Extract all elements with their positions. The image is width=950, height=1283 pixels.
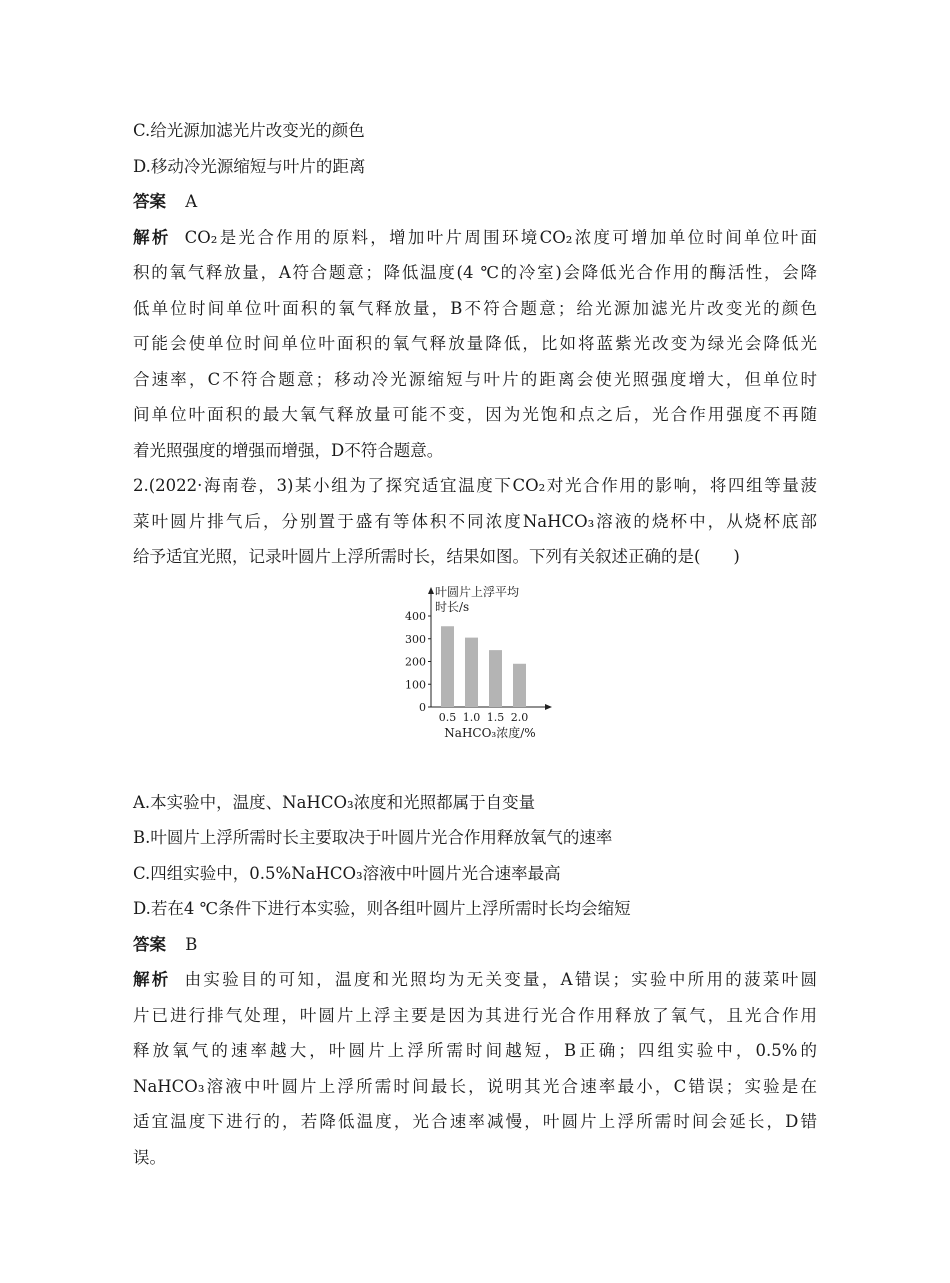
q1-answer-label: 答案 (133, 192, 166, 211)
q1-analysis-line-6: 着光照强度的增强而增强，D不符合题意。 (133, 440, 444, 460)
y-tick-label: 100 (405, 677, 426, 691)
q2-stem-line-1: 菜叶圆片排气后，分别置于盛有等体积不同浓度NaHCO₃溶液的烧杯中，从烧杯底部 (133, 511, 817, 531)
q1-analysis-line-4: 合速率，C不符合题意；移动冷光源缩短与叶片的距离会使光照强度增大，但单位时 (133, 369, 817, 389)
document-page (133, 113, 817, 1175)
q2-option-b: B.叶圆片上浮所需时长主要取决于叶圆片光合作用释放氧气的速率 (133, 828, 613, 847)
bar (441, 626, 454, 707)
y-axis-label-line-2: 时长/s (435, 599, 470, 614)
q2-analysis-line-2: 释放氧气的速率越大，叶圆片上浮所需时间越短，B正确；四组实验中，0.5%的 (133, 1041, 817, 1060)
q2-option-c: C.四组实验中，0.5%NaHCO₃溶液中叶圆片光合速率最高 (133, 863, 561, 883)
y-tick-label: 400 (405, 609, 426, 623)
q2-analysis-line-0 (133, 962, 817, 998)
q1-answer-value: A (185, 192, 198, 211)
q2-answer (133, 927, 817, 963)
y-tick-label: 0 (419, 700, 426, 714)
q1-answer (133, 184, 817, 220)
q2-analysis-label: 解析 (133, 970, 171, 989)
q2-option-d: D.若在4 ℃条件下进行本实验，则各组叶圆片上浮所需时长均会缩短 (133, 899, 631, 918)
y-tick-label: 200 (405, 655, 426, 668)
bar (513, 663, 526, 706)
x-tick-label: 2.0 (510, 710, 529, 724)
q1-analysis-line-5: 间单位叶面积的最大氧气释放量可能不变，因为光饱和点之后，光合作用强度不再随 (133, 405, 817, 424)
q2-analysis-text: 由实验目的可知，温度和光照均为无关变量，A错误；实验中所用的菠菜叶圆 (184, 970, 817, 989)
bar-chart (395, 583, 575, 743)
bar (465, 637, 478, 706)
x-axis-arrow (545, 704, 552, 710)
q2-analysis-line-4: 适宜温度下进行的，若降低温度，光合速率减慢，叶圆片上浮所需时间会延长，D错 (133, 1112, 817, 1131)
q1-option-d: D.移动冷光源缩短与叶片的距离 (133, 156, 366, 176)
q2-analysis-line-5: 误。 (133, 1147, 166, 1167)
q2-answer-value: B (185, 934, 198, 954)
q1-analysis-line-1: 积的氧气释放量，A符合题意；降低温度(4 ℃的冷室)会降低光合作用的酶活性，会降 (133, 263, 817, 282)
q2-analysis-line-1: 片已进行排气处理，叶圆片上浮主要是因为其进行光合作用释放了氧气，且光合作用 (133, 1005, 817, 1025)
y-axis-label-line-1: 叶圆片上浮平均 (435, 584, 520, 599)
q1-analysis-line-3: 可能会使单位时间单位叶面积的氧气释放量降低，比如将蓝紫光改变为绿光会降低光 (133, 334, 817, 353)
y-tick-label: 300 (405, 632, 426, 646)
q1-analysis-text: CO₂是光合作用的原料，增加叶片周围环境CO₂浓度可增加单位时间单位叶面 (184, 227, 817, 247)
q2-stem-line-0: 2.(2022·海南卷，3)某小组为了探究适宜温度下CO₂对光合作用的影响，将四组等量菠 (133, 476, 817, 495)
bar-chart-container (133, 575, 817, 785)
q1-analysis-label: 解析 (133, 227, 171, 247)
q2-option-a: A.本实验中，温度、NaHCO₃浓度和光照都属于自变量 (133, 792, 536, 812)
q2-stem-line-2: 给予适宜光照，记录叶圆片上浮所需时长，结果如图。下列有关叙述正确的是( ) (133, 547, 740, 566)
bar (489, 650, 502, 707)
x-tick-label: 1.0 (462, 710, 481, 724)
q1-analysis-line-2: 低单位时间单位叶面积的氧气释放量，B不符合题意；给光源加滤光片改变光的颜色 (133, 298, 817, 318)
x-tick-label: 0.5 (438, 710, 457, 724)
y-axis-arrow (428, 587, 434, 594)
q2-analysis-line-3: NaHCO₃溶液中叶圆片上浮所需时间最长，说明其光合速率最小，C错误；实验是在 (133, 1076, 817, 1096)
q1-option-c: C.给光源加滤光片改变光的颜色 (133, 121, 365, 140)
q2-answer-label: 答案 (133, 934, 166, 954)
x-tick-label: 1.5 (486, 710, 505, 724)
x-axis-label: NaHCO₃浓度/% (444, 725, 536, 740)
q1-analysis-line-0 (133, 220, 817, 256)
